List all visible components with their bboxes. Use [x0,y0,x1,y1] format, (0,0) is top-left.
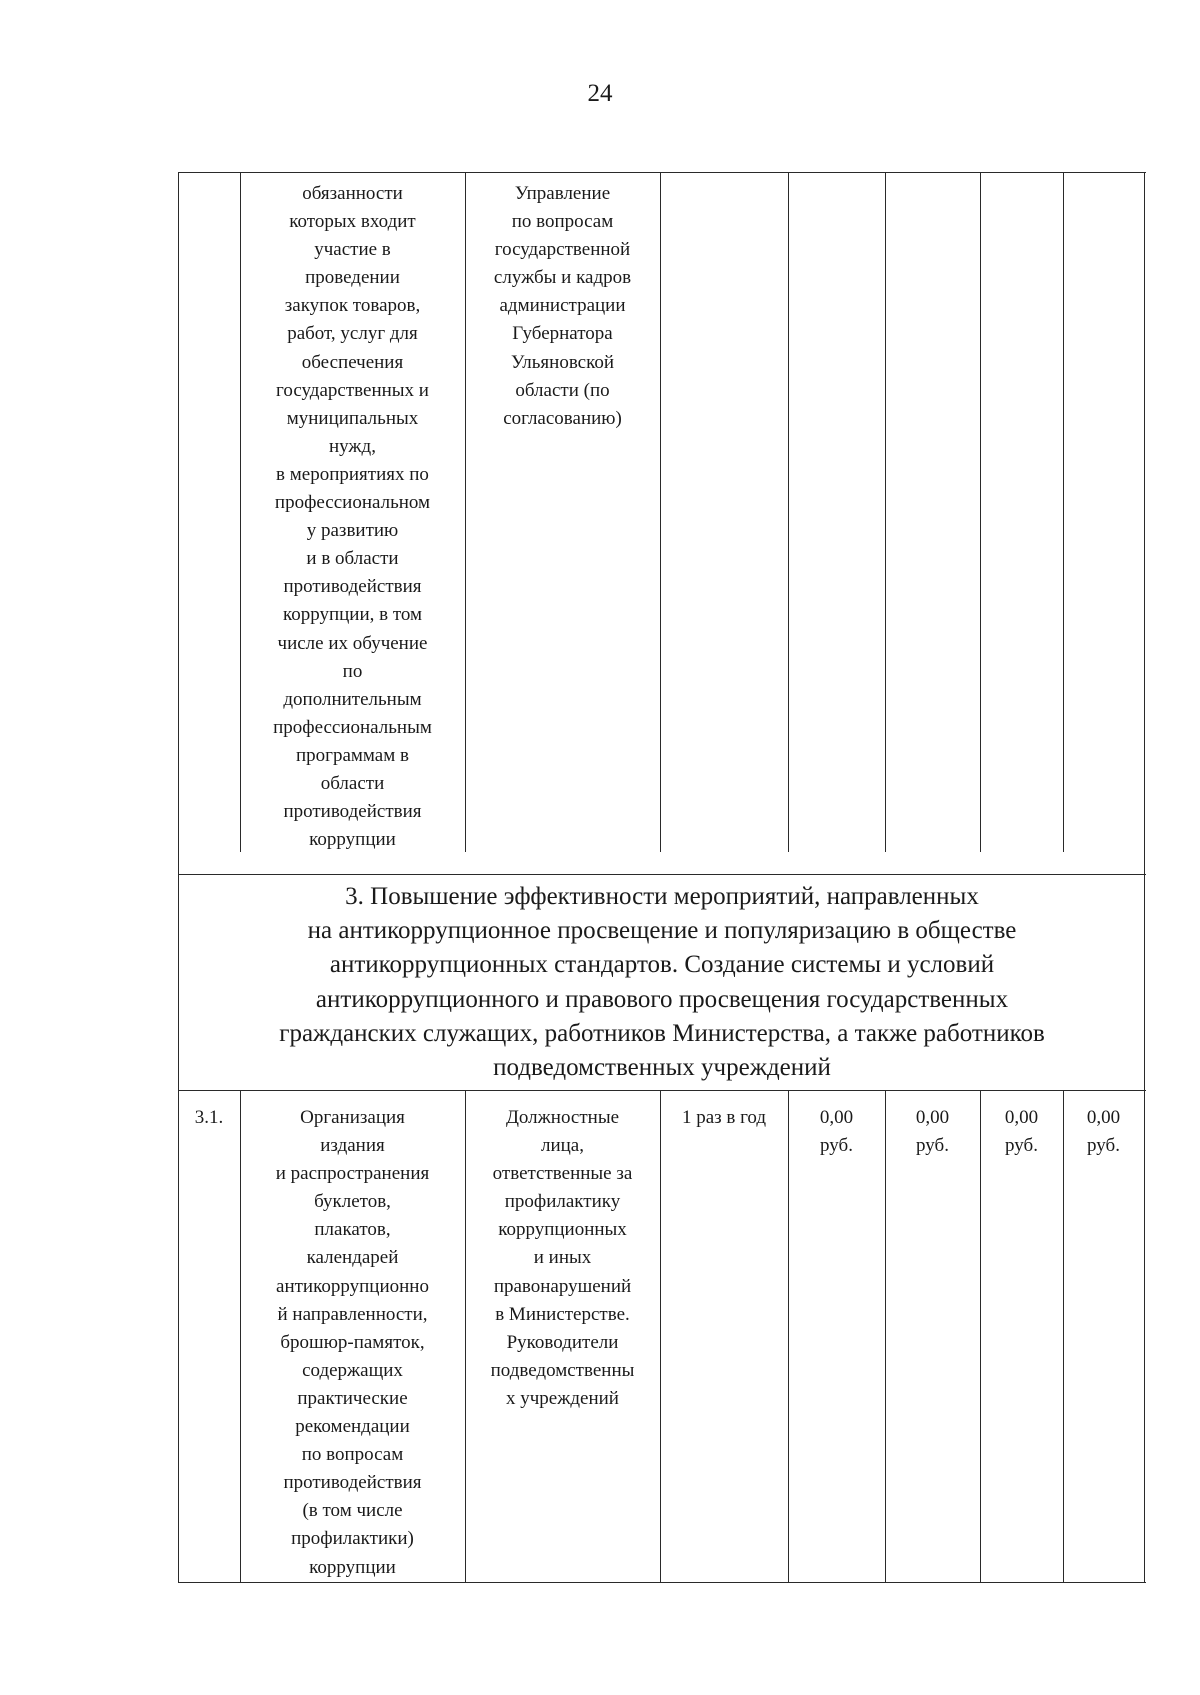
row-3-1-amount-1: 0,00 руб. [819,1107,854,1157]
col-border-7-bottom [1063,1090,1064,1582]
col-border-3-top [660,172,661,852]
col-border-5-bottom [885,1090,886,1582]
col-border-6-bottom [980,1090,981,1582]
section-3-heading: 3. Повышение эффективности мероприятий, направленных на антикоррупционное просвещение и популяризацию в обществе антикоррупционных стандартов. Создание системы и условий антикоррупционного и правового просвещения государственных гражданских служащих, работников Министерства, а также работников подведомственных учреждений [279,883,1045,1082]
col-border-5-top [885,172,886,852]
page-number: 24 [587,80,613,107]
continued-description: обязанности которых входит участие в проведении закупок товаров, работ, услуг для обеспечения государственных и муниципальных нужд, в мероприятиях по профессиональном у развитию и в области противодействия коррупции, в том числе их обучение по дополнительным профессиональным программам в области противодействия коррупции [273,183,432,851]
col-border-4-top [788,172,789,852]
col-border-4-bottom [788,1090,789,1582]
table-top-border [178,172,1146,173]
col-border-7-top [1063,172,1064,852]
col-border-left-top [178,172,179,874]
row-3-1-responsible: Должностные лица, ответственные за профилактику коррупционных и иных правонарушений в Министерстве. Руководители подведомственны х учреждений [490,1107,635,1409]
row-3-1-amount-4: 0,00 руб. [1086,1107,1121,1157]
table-bottom-border [178,1582,1146,1583]
row-3-1-amount-2: 0,00 руб. [915,1107,950,1157]
row-3-1-description: Организация издания и распространения буклетов, плакатов, календарей антикоррупционно й направленности, брошюр-памяток, содержащих практические рекомендации по вопросам противодействия (в том числе профилактики) коррупции [275,1107,430,1578]
row-border-after-continued [178,874,1146,875]
col-border-left-bottom [178,1090,179,1582]
col-border-right-bottom [1144,1090,1145,1582]
continued-responsible: Управление по вопросам государственной службы и кадров администрации Губернатора Ульяновской области (по согласованию) [493,183,632,429]
row-3-1-number: 3.1. [194,1107,224,1128]
row-border-after-heading [178,1090,1146,1091]
col-border-6-top [980,172,981,852]
row-3-1-period: 1 раз в год [681,1107,767,1128]
row-3-1-amount-3: 0,00 руб. [1004,1107,1039,1157]
col-border-right-top [1144,172,1145,874]
col-border-3-bottom [660,1090,661,1582]
measures-table [178,172,1146,1582]
